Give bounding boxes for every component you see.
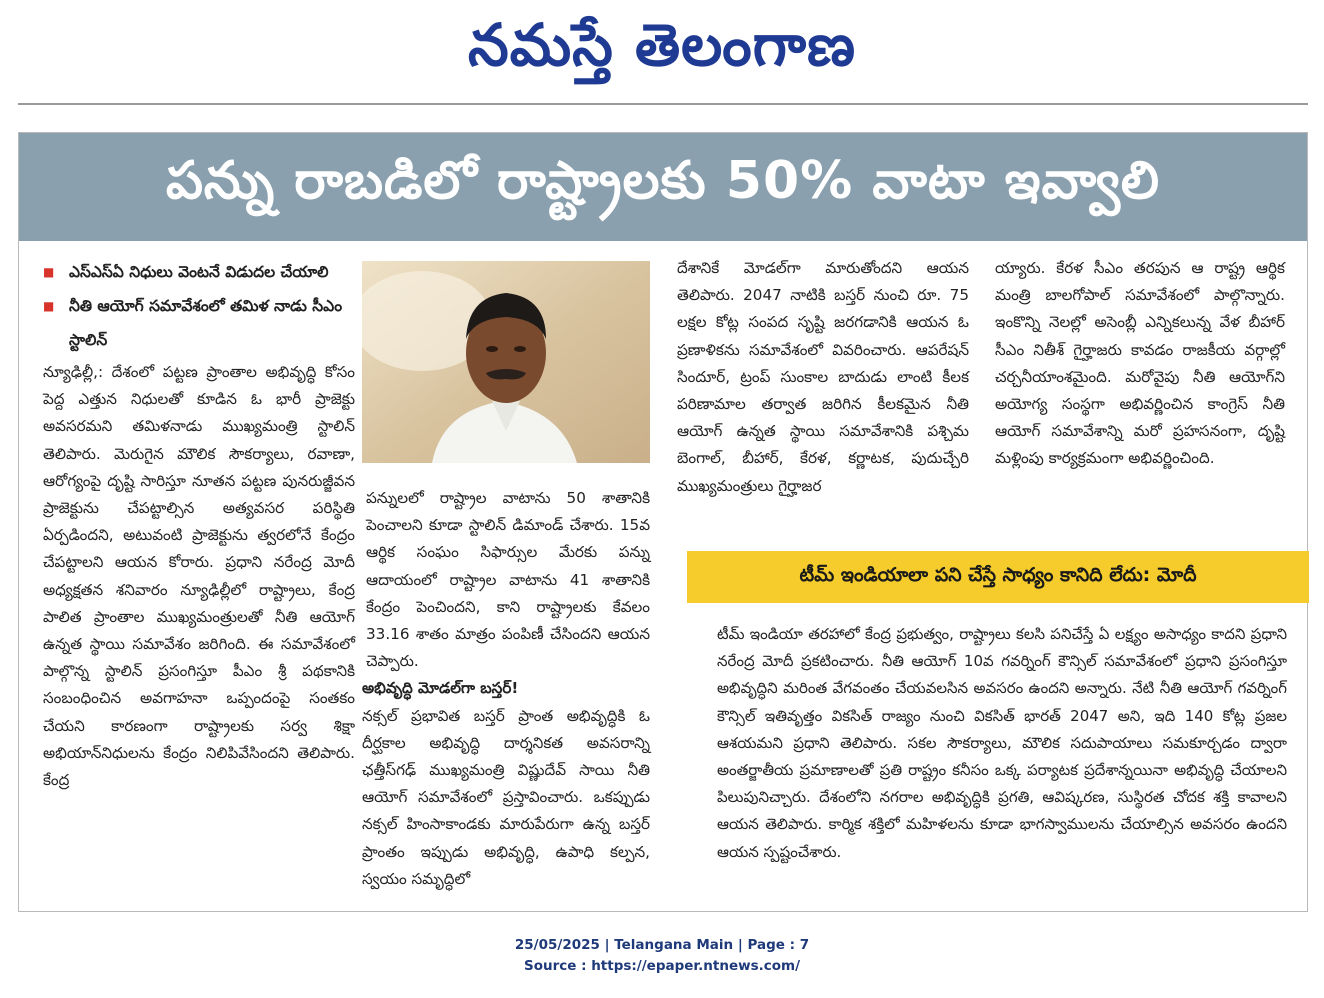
- bullet-square-icon: ■: [43, 265, 55, 279]
- box-title: టీమ్ ఇండియాలా పని చేస్తే సాధ్యం కానిది లేదు: మోదీ: [799, 563, 1197, 586]
- masthead: [0, 0, 1324, 98]
- bullet-item: ■ నీతి ఆయోగ్ సమావేశంలో తమిళ నాడు సీఎం స్టాలిన్: [43, 289, 355, 357]
- subheading: అభివృద్ధి మోడల్‌గా బస్తర్!: [362, 679, 519, 698]
- box-banner: [687, 551, 1309, 603]
- stalin-photo: [362, 261, 650, 463]
- headline-band: [19, 133, 1307, 241]
- footer-edition-info: 25/05/2025 | Telangana Main | Page : 7: [514, 937, 810, 953]
- box-text: టీమ్ ఇండియా తరహాలో కేంద్ర ప్రభుత్వం, రాష్ట్రాలు కలసి పనిచేస్తే ఏ లక్ష్యం అసాధ్యం కాదని ప్రధాని నరేంద్ర మోదీ ప్రకటించారు. నీతి ఆయోగ్ 10వ గవర్నింగ్ కౌన్సిల్ సమావేశంలో ప్రధాని ప్రసంగిస్తూ అభివృద్ధిని మరింత వేగవంతం చేయవలసిన అవసరం ఉందని అన్నారు. నేటి నీతి ఆయోగ్ గవర్నింగ్ కౌన్సిల్ ఇతివృత్తం వికసిత్ రాజ్యం నుంచి వికసిత్ భారత్ 2047 అని, ఇది 140 కోట్ల ప్రజల ఆశయమని ప్రధాని తెలిపారు. సకల సౌకర్యాలు, మౌలిక సదుపాయాలు సమకూర్చడం ద్వారా అంతర్జాతీయ ప్రమాణాలతో ప్రతి రాష్ట్రం కనీసం ఒక్క పర్యాటక ప్రదేశాన్నయినా అభివృద్ధి చేయాలని పిలుపునిచ్చారు. దేశంలోని నగరాల అభివృద్ధికి ప్రగతి, ఆవిష్కరణ, సుస్థిరత చోదక శక్తి కావాలని ఆయన తెలిపారు. కార్మిక శక్తిలో మహిళలను కూడా భాగస్వాములను చేయాల్సిన అవసరం ఉందని ఆయన స్పష్టంచేశారు.: [717, 625, 1287, 861]
- portrait-image: [362, 261, 650, 463]
- column-4-text: య్యారు. కేరళ సీఎం తరపున ఆ రాష్ట్ర ఆర్థిక మంత్రి బాలగోపాల్ సమావేశంలో పాల్గొన్నారు. ఇంకొన్ని నెలల్లో అసెంబ్లీ ఎన్నికలున్న వేళ బీహార్ సీఎం నితీశ్ గైర్హాజరు కావడం రాజకీయ వర్గాల్లో చర్చనీయాంశమైంది. మరోవైపు నీతి ఆయోగ్‌ని అయోగ్య సంస్థగా అభివర్ణించిన కాంగ్రెస్ నీతి ఆయోగ్ సమావేశాన్ని మరో ప్రహసనంగా, దృష్టి మళ్లింపు కార్యక్రమంగా అభివర్ణించింది.: [995, 259, 1285, 468]
- column-2: [362, 485, 650, 893]
- column-3: [677, 255, 969, 500]
- article-headline: పన్ను రాబడిలో రాష్ట్రాలకు 50% వాటా ఇవ్వాలి: [165, 150, 1161, 211]
- bullet-list: [43, 255, 355, 357]
- sidebar-box: [687, 551, 1309, 891]
- bullet-item: ■ ఎస్‌ఎస్‌ఏ నిధులు వెంటనే విడుదల చేయాలి: [43, 255, 355, 289]
- page-footer: [0, 935, 1324, 977]
- column-4: [995, 255, 1285, 473]
- footer-source-link[interactable]: Source : https://epaper.ntnews.com/: [523, 958, 801, 974]
- column-1: [43, 255, 355, 794]
- column-3-text: దేశానికే మోడల్‌గా మారుతోందని ఆయన తెలిపారు. 2047 నాటికి బస్తర్ నుంచి రూ. 75 లక్షల కోట్ల సంపద సృష్టి జరగడానికి ఆయన ఓ ప్రణాళికను సమావేశంలో వివరించారు. ఆపరేషన్ సిందూర్, ట్రంప్ సుంకాల బాదుడు లాంటి కీలక పరిణామాల తర్వాత జరిగిన కీలకమైన నీతి ఆయోగ్ ఉన్నత స్థాయి సమావేశానికి పశ్చిమ బెంగాల్, బీహార్, కేరళ, కర్ణాటక, పుదుచ్చేరి ముఖ్యమంత్రులు గైర్హాజర: [677, 259, 969, 495]
- masthead-divider: [18, 103, 1308, 105]
- column-2-text-continued: నక్సల్ ప్రభావిత బస్తర్ ప్రాంత అభివృద్ధికి ఓ దీర్ఘకాల అభివృద్ధి దార్శనికత అవసరాన్ని ఛత్తీస్‌గఢ్ ముఖ్యమంత్రి విష్ణుదేవ్ సాయి నీతి ఆయోగ్ సమావేశంలో ప్రస్తావించారు. ఒకప్పుడు నక్సల్ హింసాకాండకు మారుపేరుగా ఉన్న బస్తర్ ప్రాంతం ఇప్పుడు అభివృద్ధి, ఉపాధి కల్పన, స్వయం సమృద్ధిలో: [362, 706, 650, 888]
- bullet-square-icon: ■: [43, 299, 55, 313]
- newspaper-logo: నమస్తే తెలంగాణ: [468, 11, 856, 79]
- column-1-text: న్యూఢిల్లీ,: దేశంలో పట్టణ ప్రాంతాల అభివృద్ధి కోసం పెద్ద ఎత్తున నిధులతో కూడిన ఓ భారీ ప్రాజెక్టు అవసరమని తమిళనాడు ముఖ్యమంత్రి స్టాలిన్ తెలిపారు. మెరుగైన మౌలిక సౌకర్యాలు, రవాణా, ఆరోగ్యంపై దృష్టి సారిస్తూ నూతన పట్టణ పునరుజ్జీవన ప్రాజెక్టును చేపట్టాల్సిన అత్యవసర పరిస్థితి ఏర్పడిందని, అటువంటి ప్రాజెక్టును త్వరలోనే కేంద్రం చేపట్టాలని ఆయన కోరారు. ప్రధాని నరేంద్ర మోదీ అధ్యక్షతన శనివారం న్యూఢిల్లీలో రాష్ట్రాలు, కేంద్ర పాలిత ప్రాంతాల ముఖ్యమంత్రులతో నీతి ఆయోగ్ ఉన్నత స్థాయి సమావేశం జరిగింది. ఈ సమావేశంలో పాల్గొన్న స్టాలిన్ ప్రసంగిస్తూ పీఎం శ్రీ పథకానికి సంబంధించిన అవగాహనా ఒప్పందంపై సంతకం చేయని కారణంగా రాష్ట్రాలకు సర్వ శిక్షా అభియాన్‌నిధులను కేంద్రం నిలిపివేసిందని తెలిపారు. కేంద్ర: [43, 363, 355, 790]
- news-article: [18, 132, 1308, 912]
- column-2-text: పన్నులలో రాష్ట్రాల వాటాను 50 శాతానికి పెంచాలని కూడా స్టాలిన్ డిమాండ్ చేశారు. 15వ ఆర్థిక సంఘం సిఫార్సుల మేరకు పన్ను ఆదాయంలో రాష్ట్రాల వాటాను 41 శాతానికి కేంద్రం పెంచిందని, కాని రాష్ట్రాలకు కేవలం 33.16 శాతం మాత్రం పంపిణీ చేసిందని ఆయన చెప్పారు.: [366, 489, 650, 671]
